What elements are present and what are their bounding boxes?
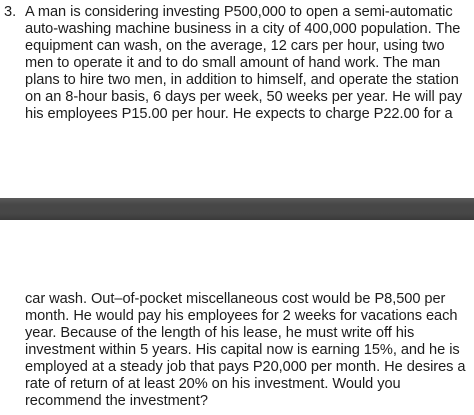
problem-line-10: year. Because of the length of his lease, he must write off his	[25, 325, 415, 341]
problem-line-4: men to operate it and to do small amount of hand work. The man	[25, 55, 441, 71]
problem-line-1: A man is considering investing P500,000 to open a semi-automatic	[25, 4, 453, 20]
problem-line-11: investment within 5 years. His capital now is earning 15%, and he is	[25, 342, 460, 358]
problem-line-14: recommend the investment?	[25, 393, 208, 409]
problem-line-13: rate of return of at least 20% on his investment. Would you	[25, 376, 401, 392]
problem-text-bottom	[0, 220, 474, 415]
problem-text-top	[0, 0, 474, 198]
problem-line-3: equipment can wash, on the average, 12 cars per hour, using two	[25, 38, 445, 54]
problem-line-6: on an 8-hour basis, 6 days per week, 50 weeks per year. He will pay	[25, 89, 463, 105]
problem-line-8: car wash. Out–of-pocket miscellaneous cost would be P8,500 per	[25, 291, 446, 307]
problem-line-2: auto-washing machine business in a city of 400,000 population. The	[25, 21, 461, 37]
problem-line-12: employed at a steady job that pays P20,000 per month. He desires a	[25, 359, 466, 375]
problem-line-9: month. He would pay his employees for 2 weeks for vacations each	[25, 308, 458, 324]
problem-line-5: plans to hire two men, in addition to himself, and operate the station	[25, 72, 459, 88]
page-divider-bar	[0, 198, 474, 220]
problem-line-7: his employees P15.00 per hour. He expects to charge P22.00 for a	[25, 106, 453, 122]
problem-number: 3.	[4, 4, 17, 20]
